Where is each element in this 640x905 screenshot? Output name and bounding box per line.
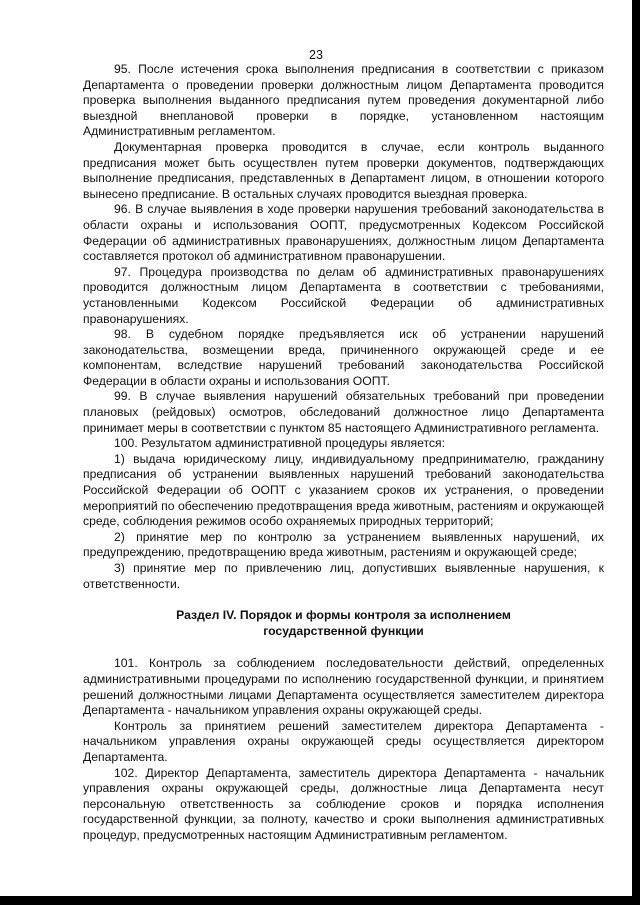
result-item-3: 3) принятие мер по привлечению лиц, допустивших выявленные нарушения, к ответственности. xyxy=(83,561,604,591)
section-heading xyxy=(83,608,604,639)
paragraph-97: 97. Процедура производства по делам об административных правонарушениях проводится должностным лицом Департамента в соответствии с требованиями, установленными Кодексом Российской Федерации об административных правонарушениях. xyxy=(83,264,604,326)
paragraph-102: 102. Директор Департамента, заместитель директора Департамента - начальник управления охраны окружающей среды, должностные лица Департамента несут персональную ответственность за соблюдение сроков и порядка исполнения государственной функции, за полноту, качество и сроки выполнения административных процедур, предусмотренных настоящим Административным регламентом. xyxy=(83,765,604,842)
document-body xyxy=(83,62,604,844)
paragraph-101: 101. Контроль за соблюдением последовательности действий, определенных административными процедурами по исполнению государственной функции, и принятием решений должностными лицами Департамента осуществляется заместителем директора Департамента - начальником управления охраны окружающей среды. xyxy=(83,656,604,718)
scan-border-bottom xyxy=(0,896,640,905)
paragraph-98: 98. В судебном порядке предъявляется иск об устранении нарушений законодательства, возмещении вреда, причиненного окружающей среде и ее компонентам, вследствие нарушений требований законодательства Российской Федерации в области охраны и использования ООПТ. xyxy=(83,327,604,388)
scan-border-right xyxy=(632,0,640,905)
section-heading-line-2: государственной функции xyxy=(263,623,424,638)
paragraph-95: 95. После истечения срока выполнения предписания в соответствии с приказом Департамента о проведении проверки должностным лицом Департамента проводится проверка выполнения выданного предписания путем проведения документарной либо выездной внеплановой проверки в порядке, установленном настоящим Административным регламентом. xyxy=(83,62,604,139)
page-number: 23 xyxy=(309,48,323,62)
paragraph-100: 100. Результатом административной процедуры является: xyxy=(114,436,445,451)
result-item-1: 1) выдача юридическому лицу, индивидуальному предпринимателю, гражданину предписания об устранении выявленных нарушений требований законодательства Российской Федерации об ООПТ с указанием сроков их устранения, о проведении мероприятий по обеспечению предотвращения вреда животным, растениям и окружающей среде, соблюдения режимов особо охраняемых природных территорий; xyxy=(83,451,604,529)
result-item-2: 2) принятие мер по контролю за устранением выявленных нарушений, их предупреждению, предотвращению вреда животным, растениям и окружающей среде; xyxy=(83,529,604,560)
paragraph-96: 96. В случае выявления в ходе проверки нарушения требований законодательства в области охраны и использования ООПТ, предусмотренных Кодексом Российской Федерации об административных правонарушениях, должностным лицом Департамента составляется протокол об административном правонарушении. xyxy=(83,202,604,264)
section-heading-line-1: Раздел IV. Порядок и формы контроля за исполнением xyxy=(176,608,511,623)
paragraph-99: 99. В случае выявления нарушений обязательных требований при проведении плановых (рейдовых) осмотров, обследований должностное лицо Департамента принимает меры в соответствии с пунктом 85 настоящего Административного регламента. xyxy=(83,389,604,435)
paragraph-95-documentary-check: Документарная проверка проводится в случае, если контроль выданного предписания может быть осуществлен путем проверки документов, подтверждающих выполнение предписания, представленных в Департамент лицом, в отношении которого вынесено предписание. В остальных случаях проводится выездная проверка. xyxy=(83,139,604,201)
paragraph-101-director-control: Контроль за принятием решений заместителем директора Департамента - начальником управления охраны окружающей среды осуществляется директором Департамента. xyxy=(83,718,604,764)
